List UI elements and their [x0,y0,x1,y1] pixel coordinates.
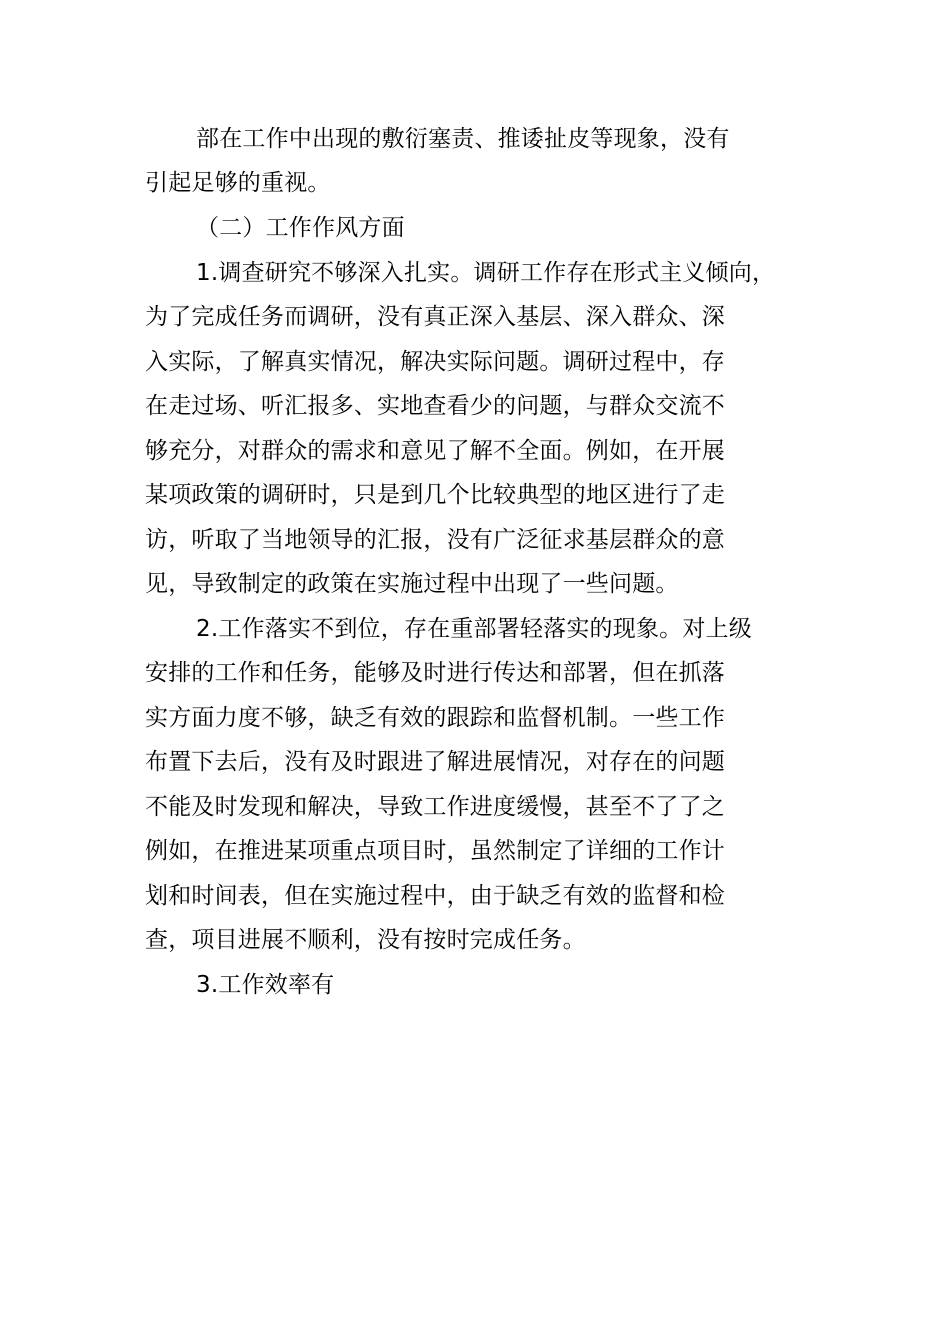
section-heading: （二）工作作风方面 [196,215,405,241]
paragraph-line: 够充分，对群众的需求和意见了解不全面。例如，在开展 [145,438,725,464]
paragraph-line: 引起足够的重视。 [145,170,331,196]
paragraph-line: 2.工作落实不到位，存在重部署轻落实的现象。对上级 [196,616,752,642]
paragraph-line: 在走过场、听汇报多、实地查看少的问题，与群众交流不 [145,393,725,419]
paragraph-line: 安排的工作和任务，能够及时进行传达和部署，但在抓落 [145,660,725,686]
paragraph-line: 入实际，了解真实情况，解决实际问题。调研过程中，存 [145,349,725,375]
paragraph-line: 布置下去后，没有及时跟进了解进展情况，对存在的问题 [145,749,725,775]
paragraph-line: 某项政策的调研时，只是到几个比较典型的地区进行了走 [145,482,725,508]
paragraph-line: 划和时间表，但在实施过程中，由于缺乏有效的监督和检 [145,883,725,909]
paragraph-line: 为了完成任务而调研，没有真正深入基层、深入群众、深 [145,304,725,330]
paragraph-line: 查，项目进展不顺利，没有按时完成任务。 [145,927,586,953]
paragraph-line: 例如，在推进某项重点项目时，虽然制定了详细的工作计 [145,838,725,864]
paragraph-line: 访，听取了当地领导的汇报，没有广泛征求基层群众的意 [145,527,725,553]
paragraph-line: 见，导致制定的政策在实施过程中出现了一些问题。 [145,571,679,597]
paragraph-line: 不能及时发现和解决，导致工作进度缓慢，甚至不了了之 [145,794,725,820]
paragraph-line: 3.工作效率有 [196,972,335,998]
paragraph-line: 实方面力度不够，缺乏有效的跟踪和监督机制。一些工作 [145,705,725,731]
paragraph-line: 1.调查研究不够深入扎实。调研工作存在形式主义倾向， [196,260,776,286]
paragraph-line: 部在工作中出现的敷衍塞责、推诿扯皮等现象，没有 [196,126,730,152]
